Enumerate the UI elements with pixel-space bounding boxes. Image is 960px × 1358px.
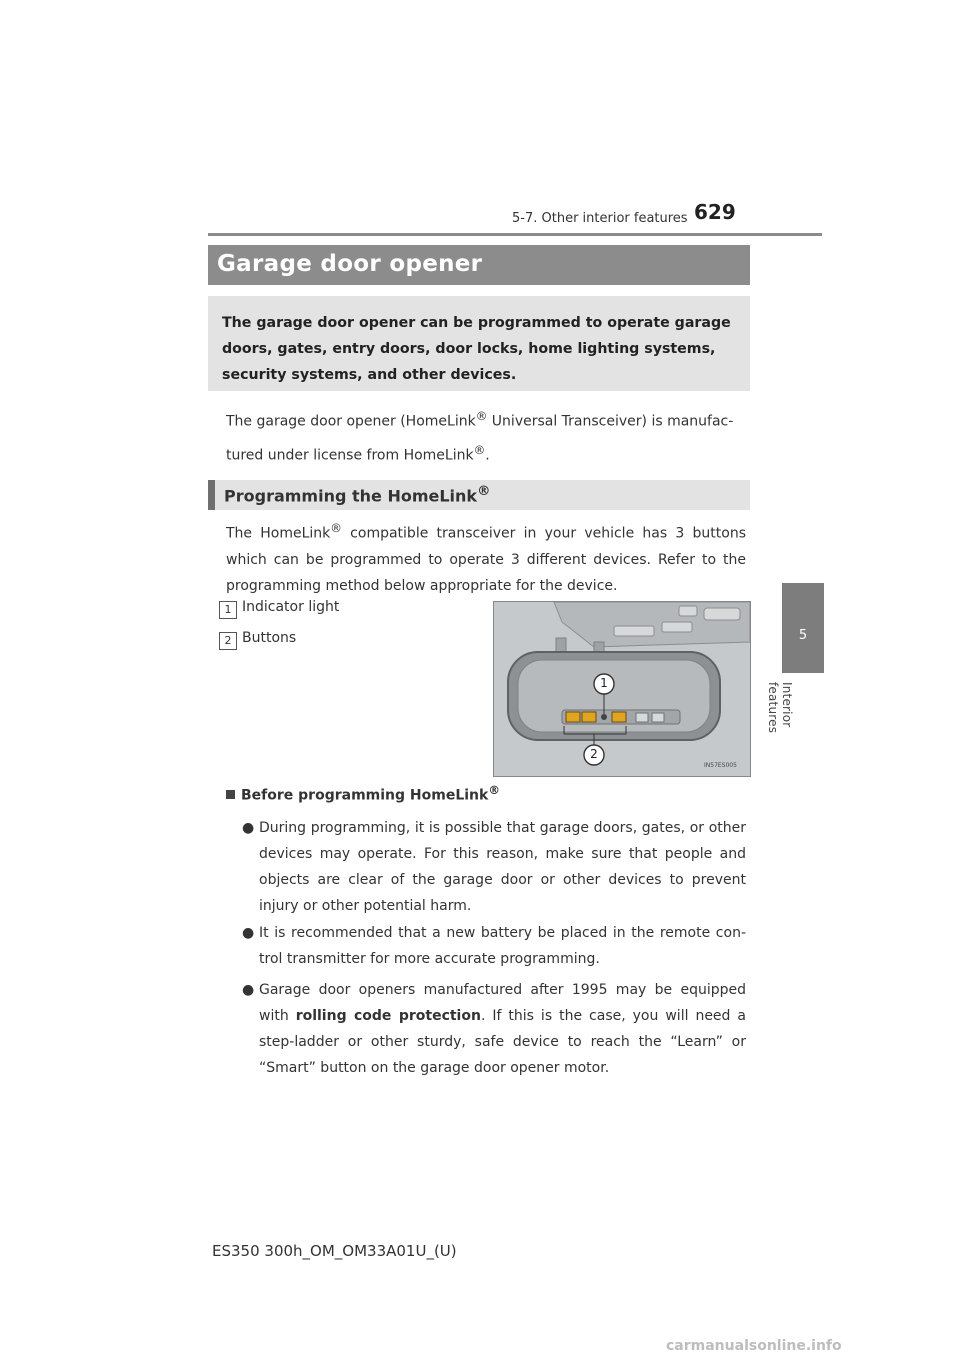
registered-mark: ® <box>488 783 500 797</box>
paragraph-buttons <box>226 515 746 599</box>
bold-term: rolling code protection <box>295 1008 481 1024</box>
text-part: Universal Transceiver) is manufac-tured under license from HomeLink <box>226 413 734 464</box>
bullet-dot-icon: ● <box>242 820 255 836</box>
bullet-dot-icon: ● <box>242 982 255 998</box>
watermark: carmanualsonline.info <box>666 1338 842 1354</box>
mirror-illustration <box>493 601 751 777</box>
chapter-label: Interior features <box>766 682 794 734</box>
page-title: Garage door opener <box>217 251 483 277</box>
intro-text: The garage door opener can be programmed to operate garage doors, gates, entry doors, door locks, home lighting systems, security systems, and other devices. <box>222 315 731 383</box>
subheading-text: Programming the HomeLink <box>224 486 478 506</box>
callout-2: 2 <box>590 747 598 761</box>
text-part: The HomeLink <box>226 525 331 542</box>
subheading-programming <box>224 484 490 505</box>
header-rule <box>208 233 822 236</box>
registered-mark: ® <box>330 521 342 535</box>
registered-mark: ® <box>477 484 491 499</box>
legend-number-2: 2 <box>219 632 237 650</box>
legend-number-1: 1 <box>219 601 237 619</box>
section-header: 5-7. Other interior features <box>512 211 688 226</box>
illustration-code: IN57ES005 <box>704 762 737 769</box>
before-programming-heading <box>226 783 500 804</box>
heading-text: Before programming HomeLink <box>241 787 489 804</box>
text-part: The garage door opener (HomeLink <box>226 413 476 430</box>
chapter-number: 5 <box>798 628 808 643</box>
paragraph-homelink-license <box>226 402 746 469</box>
mirror-drawing <box>494 602 750 776</box>
bullet-text <box>259 977 746 1081</box>
registered-mark: ® <box>475 409 488 423</box>
text-part: compatible transceiver in your vehicle has 3 buttons which can be programmed to operate 3 different devices. Refer to the programming method below appropriate for the device. <box>226 525 746 594</box>
bullet-item <box>242 815 746 919</box>
text-part: Garage door openers manufactured after 1995 may be equipped with <box>259 982 746 1024</box>
callout-1: 1 <box>600 676 608 690</box>
bullet-dot-icon: ● <box>242 925 255 941</box>
text-part: . <box>485 447 490 464</box>
bullet-item <box>242 977 746 1081</box>
subheading-accent <box>208 480 215 510</box>
text-part: . If this is the case, you will need a step-ladder or other sturdy, safe device to reach the “Learn” or “Smart” button on the garage door opener motor. <box>259 1008 746 1076</box>
legend-label-buttons: Buttons <box>242 630 297 646</box>
bullet-text: It is recommended that a new battery be placed in the remote con-trol transmitter for more accurate programming. <box>259 925 746 967</box>
square-bullet-icon <box>226 790 235 799</box>
registered-mark: ® <box>473 442 486 457</box>
page-number: 629 <box>694 200 736 224</box>
footer-code: ES350 300h_OM_OM33A01U_(U) <box>212 1242 457 1260</box>
legend-label-indicator: Indicator light <box>242 599 340 615</box>
bullet-item <box>242 920 746 972</box>
bullet-text: During programming, it is possible that garage doors, gates, or other devices may operate. For this reason, make sure that people and objects are clear of the garage door or other devices to prevent injury or other potential harm. <box>259 820 746 914</box>
